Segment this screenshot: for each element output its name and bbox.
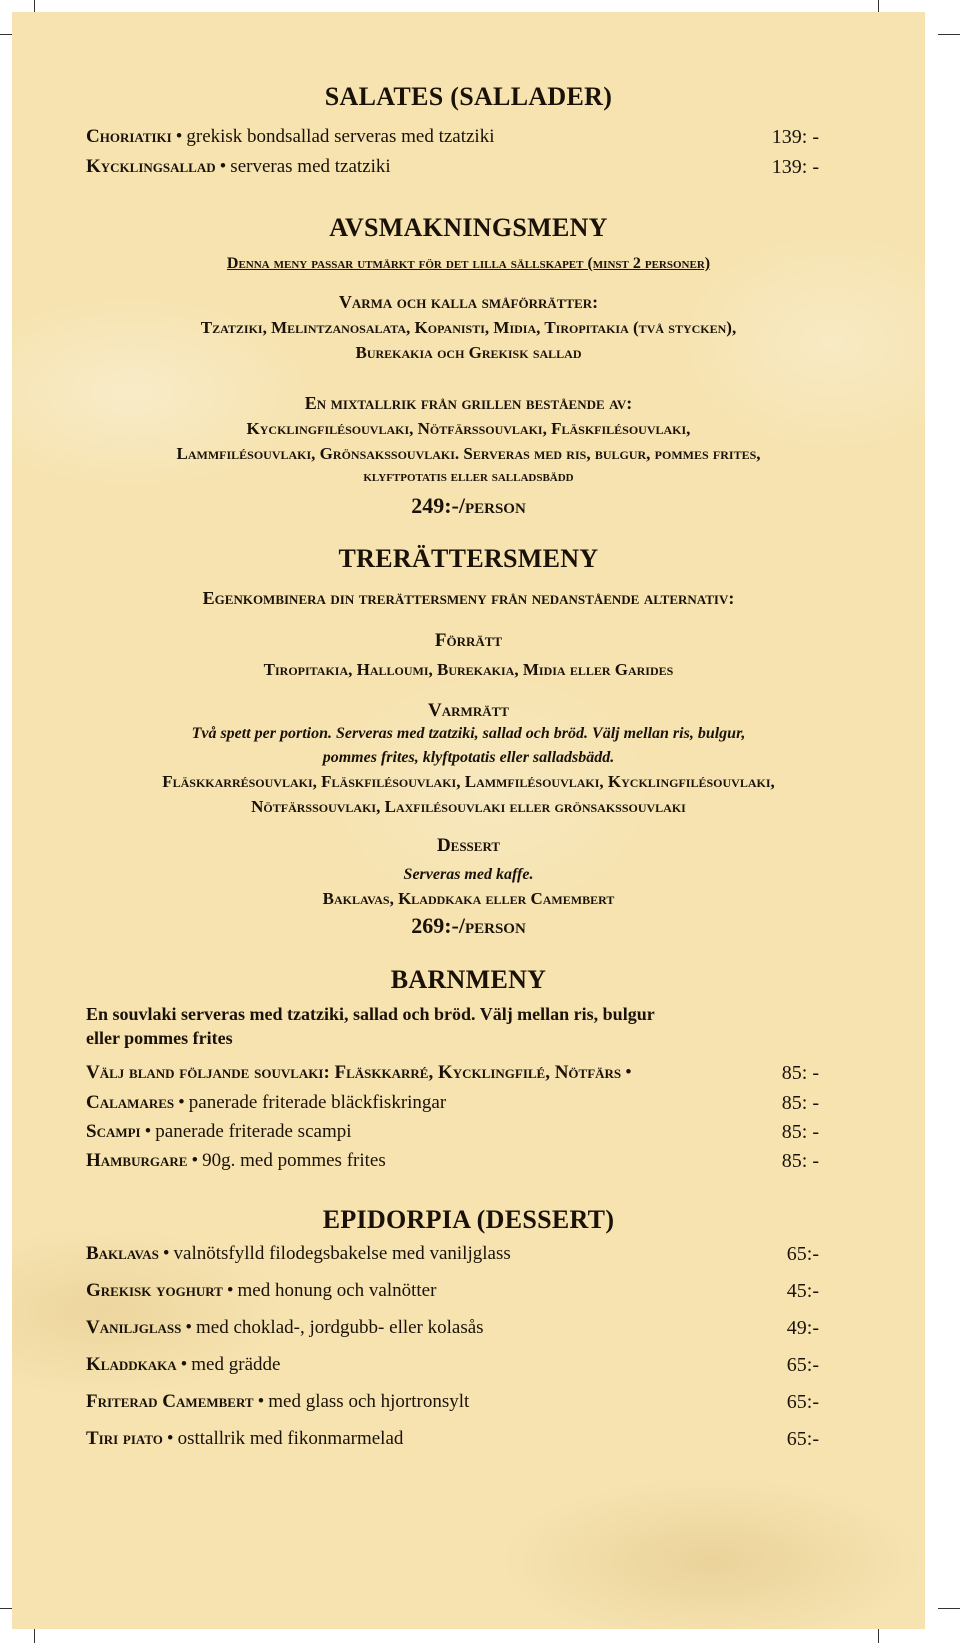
item-description: med grädde xyxy=(191,1354,281,1375)
item-description: grekisk bondsallad serveras med tzatziki xyxy=(186,126,495,147)
section-title-trerattersmeny: TRERÄTTERSMENY xyxy=(338,544,599,573)
menu-page xyxy=(12,12,925,1629)
menu-item xyxy=(86,1428,819,1456)
bullet: • xyxy=(185,1317,193,1338)
crop-mark xyxy=(938,1608,960,1609)
menu-item xyxy=(86,1391,819,1419)
item-name: Choriatiki xyxy=(86,126,172,147)
item-name: Vaniljglass xyxy=(86,1317,182,1338)
menu-item xyxy=(86,1317,819,1345)
item-price: 65:- xyxy=(786,1243,819,1265)
item-name: Scampi xyxy=(86,1121,141,1142)
menu-item xyxy=(86,1243,819,1271)
varmratt-note: pommes frites, klyftpotatis eller salladsbädd. xyxy=(322,749,615,766)
bullet: • xyxy=(226,1280,234,1301)
bullet: • xyxy=(178,1092,185,1113)
bullet: • xyxy=(162,1243,170,1264)
item-description: panerade friterade scampi xyxy=(155,1121,352,1142)
item-description: valnötsfylld filodegsbakelse med vaniljglass xyxy=(173,1243,511,1264)
item-description: med glass och hjortronsylt xyxy=(268,1391,470,1412)
item-price: 65:- xyxy=(786,1428,819,1450)
item-name: Grekisk yoghurt xyxy=(86,1280,223,1301)
menu-item xyxy=(86,156,819,184)
item-name: Baklavas xyxy=(86,1243,159,1264)
item-name: Hamburgare xyxy=(86,1150,188,1171)
item-price: 85: - xyxy=(781,1150,819,1172)
item-price: 85: - xyxy=(781,1092,819,1114)
avsmakning-grill-line: Lammfilésouvlaki, Grönsakssouvlaki. Serveras med ris, bulgur, pommes frites, xyxy=(176,444,761,463)
item-price: 85: - xyxy=(781,1062,819,1084)
item-name: Kycklingsallad xyxy=(86,156,216,177)
bullet: • xyxy=(175,126,183,147)
bullet: • xyxy=(625,1062,632,1083)
item-price: 65:- xyxy=(786,1354,819,1376)
varmratt-line: Nötfärssouvlaki, Laxfilésouvlaki eller grönsakssouvlaki xyxy=(251,797,686,816)
avsmakning-varma-line: Burekakia och Grekisk sallad xyxy=(355,343,582,362)
treratters-intro: Egenkombinera din trerättersmeny från nedanstående alternativ: xyxy=(202,588,735,608)
dessert-line: Baklavas, Kladdkaka eller Camembert xyxy=(322,889,615,908)
avsmakning-price: 249:-/person xyxy=(411,493,526,518)
item-description: 90g. med pommes frites xyxy=(202,1150,386,1171)
item-description: osttallrik med fikonmarmelad xyxy=(177,1428,404,1449)
bullet: • xyxy=(219,156,227,177)
item-description: panerade friterade bläckfiskringar xyxy=(188,1092,447,1113)
item-description: med honung och valnötter xyxy=(237,1280,437,1301)
bullet: • xyxy=(257,1391,265,1412)
varmratt-note: Två spett per portion. Serveras med tzatziki, sallad och bröd. Välj mellan ris, bulgur, xyxy=(191,725,746,742)
section-title-salates: SALATES (SALLADER) xyxy=(324,82,613,111)
bullet: • xyxy=(180,1354,188,1375)
menu-item xyxy=(86,1354,819,1382)
menu-item xyxy=(86,126,819,154)
item-price: 65:- xyxy=(786,1391,819,1413)
avsmakning-grill-line: Kycklingfilésouvlaki, Nötfärssouvlaki, Fläskfilésouvlaki, xyxy=(246,419,691,438)
avsmakning-grill-line: klyftpotatis eller salladsbädd xyxy=(363,469,574,485)
bullet: • xyxy=(191,1150,199,1171)
item-price: 49:- xyxy=(786,1317,819,1339)
item-price: 139: - xyxy=(771,126,819,148)
item-name: Välj bland följande souvlaki: Fläskkarré, Kycklingfilé, Nötfärs xyxy=(86,1062,622,1083)
avsmakning-grill-heading: En mixtallrik från grillen bestående av: xyxy=(304,393,633,413)
item-description: med choklad-, jordgubb- eller kolasås xyxy=(196,1317,484,1338)
item-name: Tiri piato xyxy=(86,1428,163,1449)
menu-item xyxy=(86,1062,819,1090)
avsmakning-varma-heading: Varma och kalla småförrätter: xyxy=(338,292,599,312)
forratt-heading: Förrätt xyxy=(434,630,503,651)
menu-item xyxy=(86,1280,819,1308)
item-price: 85: - xyxy=(781,1121,819,1143)
barnmeny-intro: eller pommes frites xyxy=(86,1028,233,1048)
item-price: 139: - xyxy=(771,156,819,178)
dessert-note: Serveras med kaffe. xyxy=(403,866,534,883)
section-title-epidorpia: EPIDORPIA (DESSERT) xyxy=(322,1205,615,1234)
menu-item xyxy=(86,1092,819,1120)
crop-mark xyxy=(938,34,960,35)
item-name: Calamares xyxy=(86,1092,175,1113)
barnmeny-intro: En souvlaki serveras med tzatziki, sallad och bröd. Välj mellan ris, bulgur xyxy=(86,1004,655,1024)
menu-item xyxy=(86,1150,819,1178)
item-name: Kladdkaka xyxy=(86,1354,177,1375)
treratters-price: 269:-/person xyxy=(411,913,526,938)
varmratt-line: Fläskkarrésouvlaki, Fläskfilésouvlaki, Lammfilésouvlaki, Kycklingfilésouvlaki, xyxy=(162,772,775,791)
item-name: Friterad Camembert xyxy=(86,1391,254,1412)
dessert-heading: Dessert xyxy=(436,835,501,856)
varmratt-heading: Varmrätt xyxy=(428,700,509,721)
section-title-barnmeny: BARNMENY xyxy=(390,965,547,994)
menu-item xyxy=(86,1121,819,1149)
forratt-line: Tiropitakia, Halloumi, Burekakia, Midia eller Garides xyxy=(263,660,674,679)
avsmakning-varma-line: Tzatziki, Melintzanosalata, Kopanisti, Midia, Tiropitakia (två stycken), xyxy=(200,318,737,337)
avsmakning-subtitle: Denna meny passar utmärkt för det lilla sällskapet (minst 2 personer) xyxy=(226,255,711,272)
item-description: serveras med tzatziki xyxy=(230,156,391,177)
bullet: • xyxy=(144,1121,152,1142)
bullet: • xyxy=(166,1428,174,1449)
item-price: 45:- xyxy=(786,1280,819,1302)
section-title-avsmakningsmeny: AVSMAKNINGSMENY xyxy=(329,213,608,242)
